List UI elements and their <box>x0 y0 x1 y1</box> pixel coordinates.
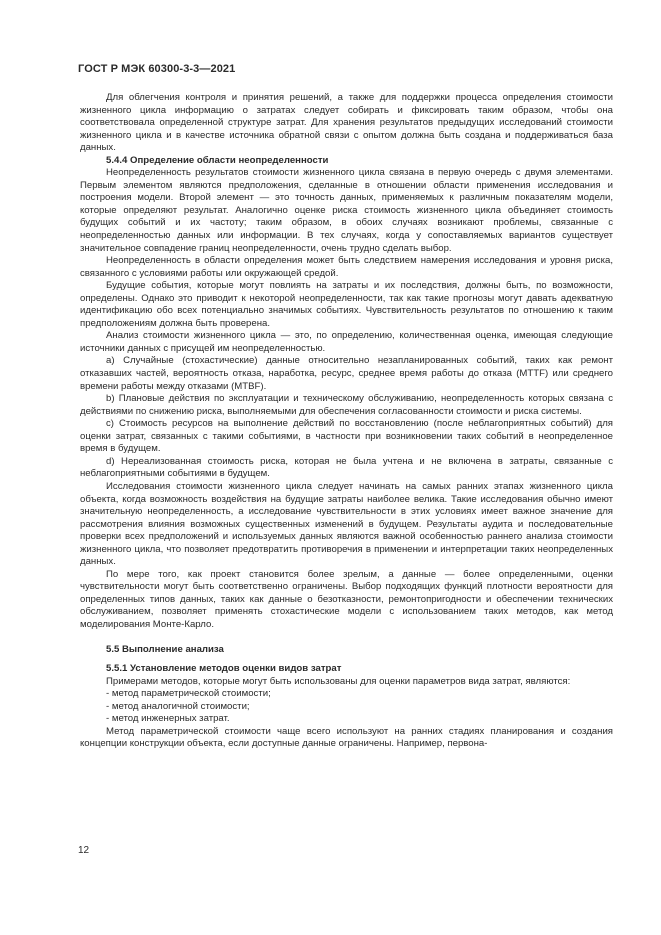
paragraph-scope-uncertainty: Неопределенность в области определения может быть следствием намерения исследования и уровня риска, связанного с условиями работы или окружающей средой. <box>80 255 613 279</box>
section-heading-5-4-4: 5.4.4 Определение области неопределенности <box>106 154 329 166</box>
paragraph-intro: Для облегчения контроля и принятия решений, а также для поддержки процесса определения стоимости жизненного цикла информацию о затратах следует собирать и фиксировать таким образом, чтобы она соответствовала определенной структуре затрат. Для хранения результатов предыдущих исследований стоимости жизненного цикла и в качестве источника обратной связи с опытом должна быть создана и поддерживаться база данных. <box>80 92 613 154</box>
list-item-b: b) Плановые действия по эксплуатации и техническому обслуживанию, неопределенность которых связана с действиями по снижению риска, выполняемыми для обеспечения согласованности стоимости и риска системы. <box>80 393 613 417</box>
list-item-d: d) Нереализованная стоимость риска, которая не была учтена и не включена в затраты, связанные с неблагоприятными событиями в будущем. <box>80 455 613 480</box>
list-item-a: а) Случайные (стохастические) данные относительно незапланированных событий, таких как ремонт отказавших частей, вероятность отказа, наработка, ресурс, среднее время работы до отказа (MTTF) или среднего времени работы между отказами (MTBF). <box>80 355 613 392</box>
list-item: - метод аналогичной стоимости; <box>106 700 250 712</box>
paragraph-project-maturity: По мере того, как проект становится более зрелым, а данные — более определенными, оценки чувствительности могут быть соответственно ограничены. Выбор подходящих функций плотности вероятности для определенных типов данных, таких как данные о безотказности, ремонтопригодности и обеспечении технических обслуживанием, позволяет применять стохастические модели с использованием таких методов, как метод моделирования Монте-Карло. <box>80 568 613 630</box>
page-number: 12 <box>78 845 90 856</box>
list-item: - метод инженерных затрат. <box>106 713 230 725</box>
paragraph-parametric-method: Метод параметрической стоимости чаще всего используют на ранних стадиях планирования и создания концепции конструкции объекта, если доступные данные ограничены. Например, первона- <box>80 725 613 750</box>
paragraph-early-studies: Исследования стоимости жизненного цикла следует начинать на самых ранних этапах жизненного цикла объекта, когда возможность воздействия на будущие затраты наиболее велика. Такие исследования обычно имеют значительную неопределенность, а исследование чувствительности в этих условиях имеет важное значение для рассмотрения влияния возможных существенных изменений в будущем. Результаты аудита и последовательные проверки всех предположений и используемых данных являются важной особенностью раннего анализа стоимости жизненного цикла, что позволяет предотвратить противоречия в применении и интерпретации таких неопределенных данных. <box>80 480 613 568</box>
list-item: - метод параметрической стоимости; <box>106 688 271 700</box>
paragraph-future-events: Будущие события, которые могут повлиять на затраты и их последствия, должны быть, по возможности, определены. Однако это приводит к некоторой неопределенности, так как такие прогнозы могут давать адекватную идентификацию обо всех потенциально значимых событиях. Чувствительность результатов по отношению к таким предположениям должна быть проверена. <box>80 280 613 329</box>
section-heading-5-5: 5.5 Выполнение анализа <box>106 643 224 655</box>
paragraph-uncertainty-sources: Неопределенность результатов стоимости жизненного цикла связана в первую очередь с двумя элементами. Первым элементом являются предположения, сделанные в отношении области применения исследования и построения модели. Второй элемент — это точность данных, применяемых к различным показателям модели, которые определяют результат. Аналогично оценке риска стоимость жизненного цикла объединяет стоимость будущих событий и их частоту; таким образом, в обоих случаях возникают проблемы, связанные с неопределенностью данных или информации. В тех случаях, когда у сопоставляемых вариантов существует значительное совпадение границ неопределенности, очень трудно сделать выбор. <box>80 167 613 254</box>
list-item-c: c) Стоимость ресурсов на выполнение действий по восстановлению (после неблагоприятных событий) для оценки затрат, связанных с такими событиями, в частности при возникновении таких событий в неопределенное время в будущем. <box>80 418 613 455</box>
document-header: ГОСТ Р МЭК 60300-3-3—2021 <box>78 63 236 75</box>
methods-list <box>80 688 613 726</box>
paragraph-analysis-sources: Анализ стоимости жизненного цикла — это, по определению, количественная оценка, имеющая следующие источники данных с присущей им неопределенностью. <box>80 330 613 354</box>
document-body <box>80 92 613 751</box>
paragraph-methods-intro: Примерами методов, которые могут быть использованы для оценки параметров вида затрат, являются: <box>106 675 571 687</box>
section-heading-5-5-1: 5.5.1 Установление методов оценки видов затрат <box>106 663 342 675</box>
